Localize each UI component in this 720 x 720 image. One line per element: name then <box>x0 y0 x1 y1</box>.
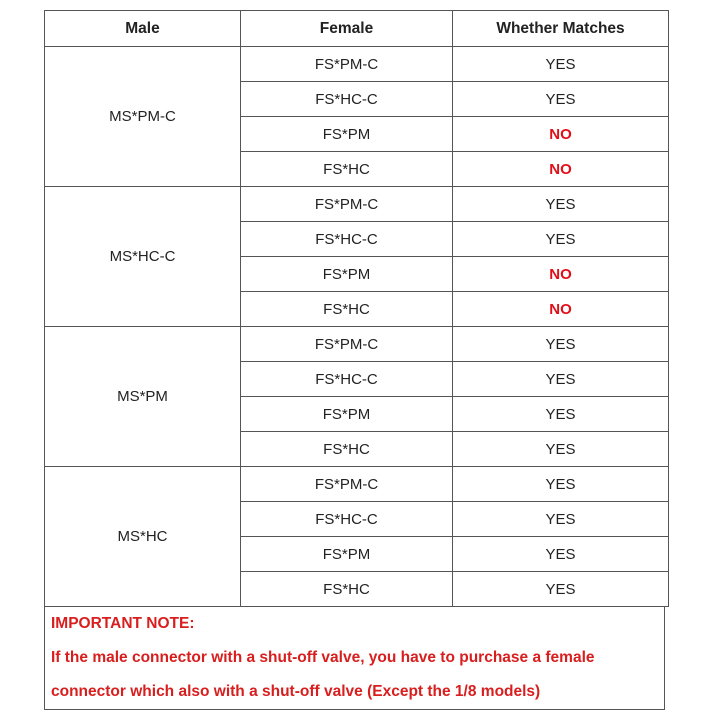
match-cell: YES <box>453 467 669 502</box>
header-male: Male <box>45 11 241 47</box>
male-cell: MS*PM <box>45 327 241 467</box>
note-line-1: If the male connector with a shut-off valve, you have to purchase a female <box>51 649 595 666</box>
match-cell: YES <box>453 47 669 82</box>
female-cell: FS*HC <box>241 572 453 607</box>
important-note <box>44 607 665 710</box>
female-cell: FS*PM-C <box>241 467 453 502</box>
match-cell: NO <box>453 292 669 327</box>
female-cell: FS*PM-C <box>241 327 453 362</box>
female-cell: FS*HC <box>241 152 453 187</box>
match-cell: YES <box>453 327 669 362</box>
match-cell: YES <box>453 187 669 222</box>
match-cell: NO <box>453 152 669 187</box>
note-title: IMPORTANT NOTE: <box>51 615 195 632</box>
female-cell: FS*PM <box>241 117 453 152</box>
female-cell: FS*HC-C <box>241 502 453 537</box>
match-cell: YES <box>453 82 669 117</box>
match-cell: YES <box>453 572 669 607</box>
match-cell: YES <box>453 432 669 467</box>
compatibility-table-container <box>44 10 668 710</box>
note-line-2: connector which also with a shut-off valve (Except the 1/8 models) <box>51 683 541 700</box>
match-cell: YES <box>453 222 669 257</box>
table-row <box>45 47 669 82</box>
table-row <box>45 327 669 362</box>
female-cell: FS*HC <box>241 432 453 467</box>
female-cell: FS*PM-C <box>241 187 453 222</box>
table-row <box>45 467 669 502</box>
header-female: Female <box>241 11 453 47</box>
table-row <box>45 187 669 222</box>
match-cell: YES <box>453 397 669 432</box>
match-cell: NO <box>453 117 669 152</box>
female-cell: FS*PM <box>241 257 453 292</box>
female-cell: FS*HC-C <box>241 222 453 257</box>
female-cell: FS*HC-C <box>241 362 453 397</box>
female-cell: FS*PM <box>241 397 453 432</box>
match-cell: NO <box>453 257 669 292</box>
match-cell: YES <box>453 537 669 572</box>
male-cell: MS*HC-C <box>45 187 241 327</box>
male-cell: MS*HC <box>45 467 241 607</box>
header-match: Whether Matches <box>453 11 669 47</box>
header-row <box>45 11 669 47</box>
female-cell: FS*PM <box>241 537 453 572</box>
male-cell: MS*PM-C <box>45 47 241 187</box>
match-cell: YES <box>453 502 669 537</box>
female-cell: FS*HC-C <box>241 82 453 117</box>
match-cell: YES <box>453 362 669 397</box>
female-cell: FS*PM-C <box>241 47 453 82</box>
compatibility-table <box>44 10 669 607</box>
female-cell: FS*HC <box>241 292 453 327</box>
